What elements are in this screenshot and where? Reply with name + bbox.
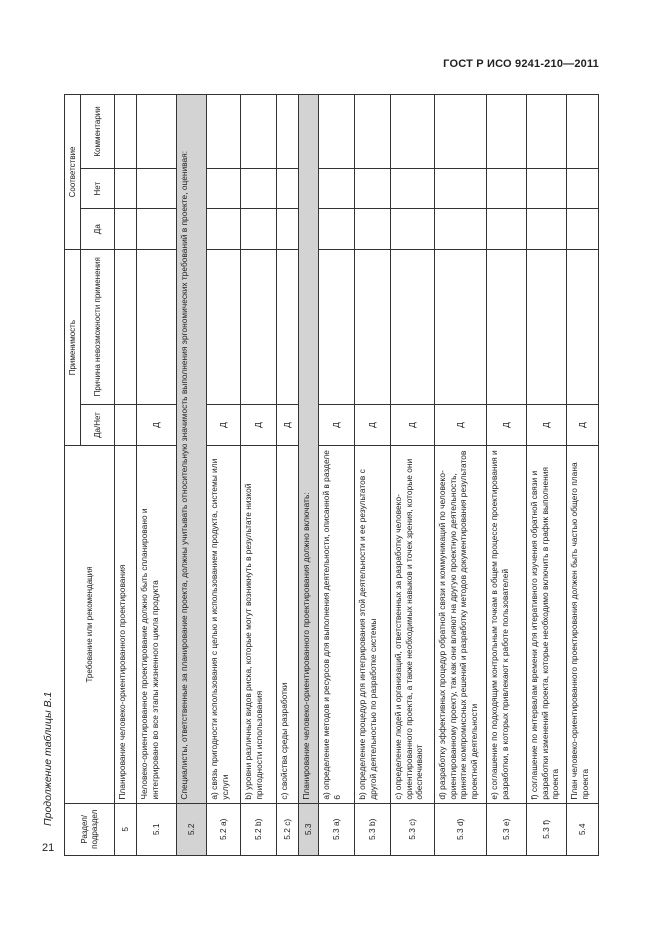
row-conform-yes	[567, 209, 599, 249]
row-comments	[277, 95, 299, 169]
requirements-table	[64, 94, 599, 856]
row-applicable: Д	[355, 404, 391, 446]
row-section: 5.3 c)	[391, 803, 435, 855]
table-row	[277, 95, 299, 856]
row-conform-yes	[391, 209, 435, 249]
row-requirement: e) соглашение по подходящим контрольным точкам в общем процессе проектирования и разработки, в которых привлекают к работе пользователей	[487, 446, 527, 803]
row-requirement: a) определение методов и ресурсов для выполнения деятельности, описанной в разделе 6	[319, 446, 355, 803]
table-row	[391, 95, 435, 856]
header-yes: Да	[81, 209, 115, 249]
row-conform-no	[567, 168, 599, 208]
row-section: 5.3 a)	[319, 803, 355, 855]
row-conform-no	[137, 168, 177, 208]
row-conform-yes	[137, 209, 177, 249]
row-comments	[527, 95, 567, 169]
row-conform-no	[527, 168, 567, 208]
row-comments	[115, 95, 137, 169]
row-conform-yes	[319, 209, 355, 249]
row-applicable: Д	[207, 404, 241, 446]
row-conform-no	[487, 168, 527, 208]
row-section: 5.2 b)	[241, 803, 277, 855]
row-reason	[435, 249, 487, 404]
row-section: 5.2	[177, 803, 207, 855]
row-applicable: Д	[435, 404, 487, 446]
row-applicable	[115, 404, 137, 446]
row-reason	[319, 249, 355, 404]
page-number: 21	[42, 842, 55, 854]
table-row	[435, 95, 487, 856]
row-requirement: b) уровни различных видов риска, которые могут возникнуть в результате низкой пригодности использования	[241, 446, 277, 803]
table-row	[177, 95, 207, 856]
header-section: Раздел/ подраздел	[65, 803, 115, 855]
row-requirement: Человеко-ориентированное проектирование должно быть спланировано и интегрировано во все этапы жизненного цикла продукта	[137, 446, 177, 803]
row-comments	[355, 95, 391, 169]
row-conform-yes	[241, 209, 277, 249]
row-applicable: Д	[277, 404, 299, 446]
table-caption: Продолжение таблицы В.1	[42, 691, 54, 826]
row-conform-yes	[207, 209, 241, 249]
row-conform-no	[241, 168, 277, 208]
row-requirement: d) разработку эффективных процедур обратной связи и коммуникаций по человеко-ориентированному проекту, так как они влияют на другую проектную деятельность, принятие компромиссных решений и разработку методов документирования результатов проектной деятельности	[435, 446, 487, 803]
row-conform-no	[435, 168, 487, 208]
row-section: 5.4	[567, 803, 599, 855]
row-reason	[487, 249, 527, 404]
row-requirement: Специалисты, ответственные за планирование проекта, должны учитывать относительную значимость выполнения эргономических требований в проекте, оценивая:	[177, 95, 207, 804]
table-row	[241, 95, 277, 856]
row-reason	[207, 249, 241, 404]
row-conform-yes	[355, 209, 391, 249]
row-requirement: c) определение людей и организаций, ответственных за разработку человеко-ориентированного проекта, а также необходимых навыков и точек зрения, которые они обеспечивают	[391, 446, 435, 803]
table-row	[115, 95, 137, 856]
row-requirement: a) связь пригодности использования с целью и использованием продукта, системы или услуги	[207, 446, 241, 803]
header-conformance: Соответствие	[65, 95, 81, 250]
row-applicable: Д	[137, 404, 177, 446]
row-applicable: Д	[487, 404, 527, 446]
row-comments	[207, 95, 241, 169]
row-comments	[487, 95, 527, 169]
row-conform-no	[277, 168, 299, 208]
row-applicable: Д	[241, 404, 277, 446]
table-row	[527, 95, 567, 856]
row-comments	[567, 95, 599, 169]
table-body	[115, 95, 599, 856]
row-reason	[567, 249, 599, 404]
document-code: ГОСТ Р ИСО 9241-210—2011	[443, 58, 599, 70]
table-row	[319, 95, 355, 856]
row-applicable: Д	[567, 404, 599, 446]
row-reason	[277, 249, 299, 404]
row-requirement: f) соглашение по интервалам времени для итеративного изучения обратной связи и разработки изменений проекта, которые необходимо включить в график выполнения проекта	[527, 446, 567, 803]
row-conform-yes	[435, 209, 487, 249]
table-row	[487, 95, 527, 856]
row-requirement: b) определение процедур для интегрирования этой деятельности и ее результатов с другой деятельностью по разработке системы	[355, 446, 391, 803]
row-comments	[137, 95, 177, 169]
row-section: 5.3	[299, 803, 319, 855]
row-requirement: План человеко-ориентированного проектирования должен быть частью общего плана проекта	[567, 446, 599, 803]
table-row	[567, 95, 599, 856]
row-reason	[137, 249, 177, 404]
row-section: 5.3 f)	[527, 803, 567, 855]
row-conform-no	[355, 168, 391, 208]
row-applicable: Д	[319, 404, 355, 446]
header-reason: Причина невозможности применения	[81, 249, 115, 404]
row-section: 5.2 a)	[207, 803, 241, 855]
row-section: 5.1	[137, 803, 177, 855]
row-requirement: Планирование человеко-ориентированного проектирования	[115, 446, 137, 803]
row-comments	[319, 95, 355, 169]
row-reason	[527, 249, 567, 404]
row-conform-no	[391, 168, 435, 208]
row-section: 5	[115, 803, 137, 855]
table-row	[207, 95, 241, 856]
row-conform-no	[319, 168, 355, 208]
header-applicability: Применимость	[65, 249, 81, 445]
table-row	[137, 95, 177, 856]
row-comments	[435, 95, 487, 169]
table-row	[355, 95, 391, 856]
row-reason	[391, 249, 435, 404]
row-section: 5.3 e)	[487, 803, 527, 855]
row-requirement: Планирование человеко-ориентированного проектирования должно включать:	[299, 95, 319, 804]
row-reason	[355, 249, 391, 404]
header-requirement: Требование или рекомендация	[65, 446, 115, 803]
row-conform-yes	[115, 209, 137, 249]
row-conform-yes	[277, 209, 299, 249]
header-comments: Комментарии	[81, 95, 115, 169]
rotated-table-container	[64, 94, 590, 856]
row-conform-no	[115, 168, 137, 208]
header-yes-no: Да/Нет	[81, 404, 115, 446]
row-section: 5.3 b)	[355, 803, 391, 855]
row-conform-yes	[487, 209, 527, 249]
table-row	[299, 95, 319, 856]
row-applicable: Д	[527, 404, 567, 446]
row-reason	[115, 249, 137, 404]
row-section: 5.3 d)	[435, 803, 487, 855]
row-comments	[241, 95, 277, 169]
row-applicable: Д	[391, 404, 435, 446]
row-requirement: c) свойства среды разработки	[277, 446, 299, 803]
row-conform-yes	[527, 209, 567, 249]
row-comments	[391, 95, 435, 169]
row-reason	[241, 249, 277, 404]
row-section: 5.2 c)	[277, 803, 299, 855]
header-no: Нет	[81, 168, 115, 208]
row-conform-no	[207, 168, 241, 208]
